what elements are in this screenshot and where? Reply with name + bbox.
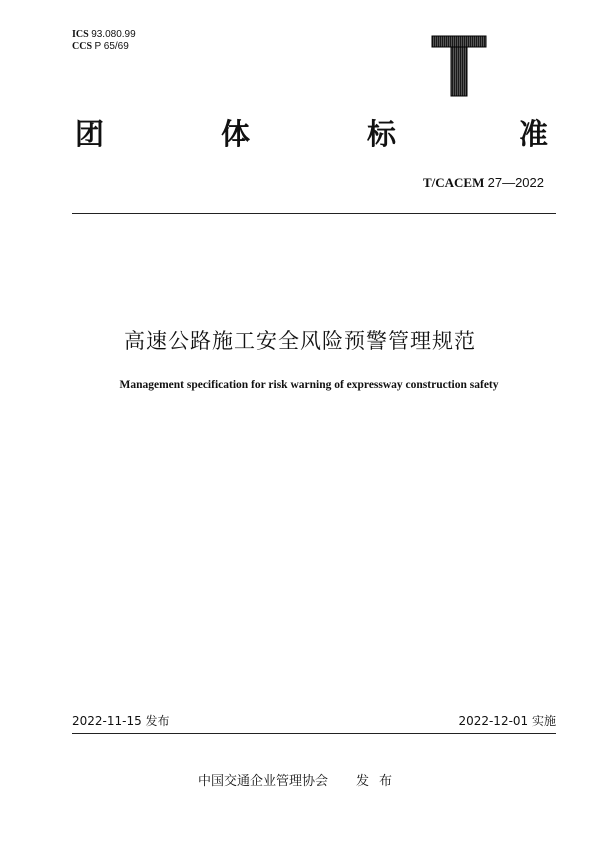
- publish-date: 2022-11-15 发布: [72, 714, 170, 728]
- ics-code: [72, 29, 136, 41]
- ccs-code: [72, 41, 129, 53]
- issuer-name: 中国交通企业管理协会: [197, 774, 328, 789]
- standard-number-prefix: T/CACEM: [422, 175, 485, 190]
- bottom-divider: [72, 733, 556, 734]
- category-char-3: 标: [367, 117, 397, 151]
- standard-number-value: 27—2022: [487, 175, 544, 190]
- ccs-label: CCS: [72, 41, 93, 52]
- english-title: Management specification for risk warning of expressway construction safety: [119, 379, 499, 391]
- ccs-value: P 65/69: [94, 41, 129, 52]
- standard-t-logo: [430, 34, 488, 98]
- category-char-2: 体: [221, 117, 251, 151]
- standard-category: [75, 112, 555, 156]
- ics-label: ICS: [72, 29, 89, 40]
- issuer-line: [0, 773, 600, 791]
- standard-number: [423, 175, 544, 191]
- logo-letter: T: [430, 34, 431, 35]
- implement-date: 2022-12-01 实施: [458, 714, 556, 728]
- category-char-4: 准: [519, 117, 549, 151]
- top-divider: [72, 213, 556, 214]
- chinese-title: 高速公路施工安全风险预警管理规范: [124, 329, 476, 353]
- issuer-action: 发布: [356, 774, 403, 789]
- ics-value: 93.080.99: [91, 29, 136, 40]
- category-char-1: 团: [75, 117, 105, 151]
